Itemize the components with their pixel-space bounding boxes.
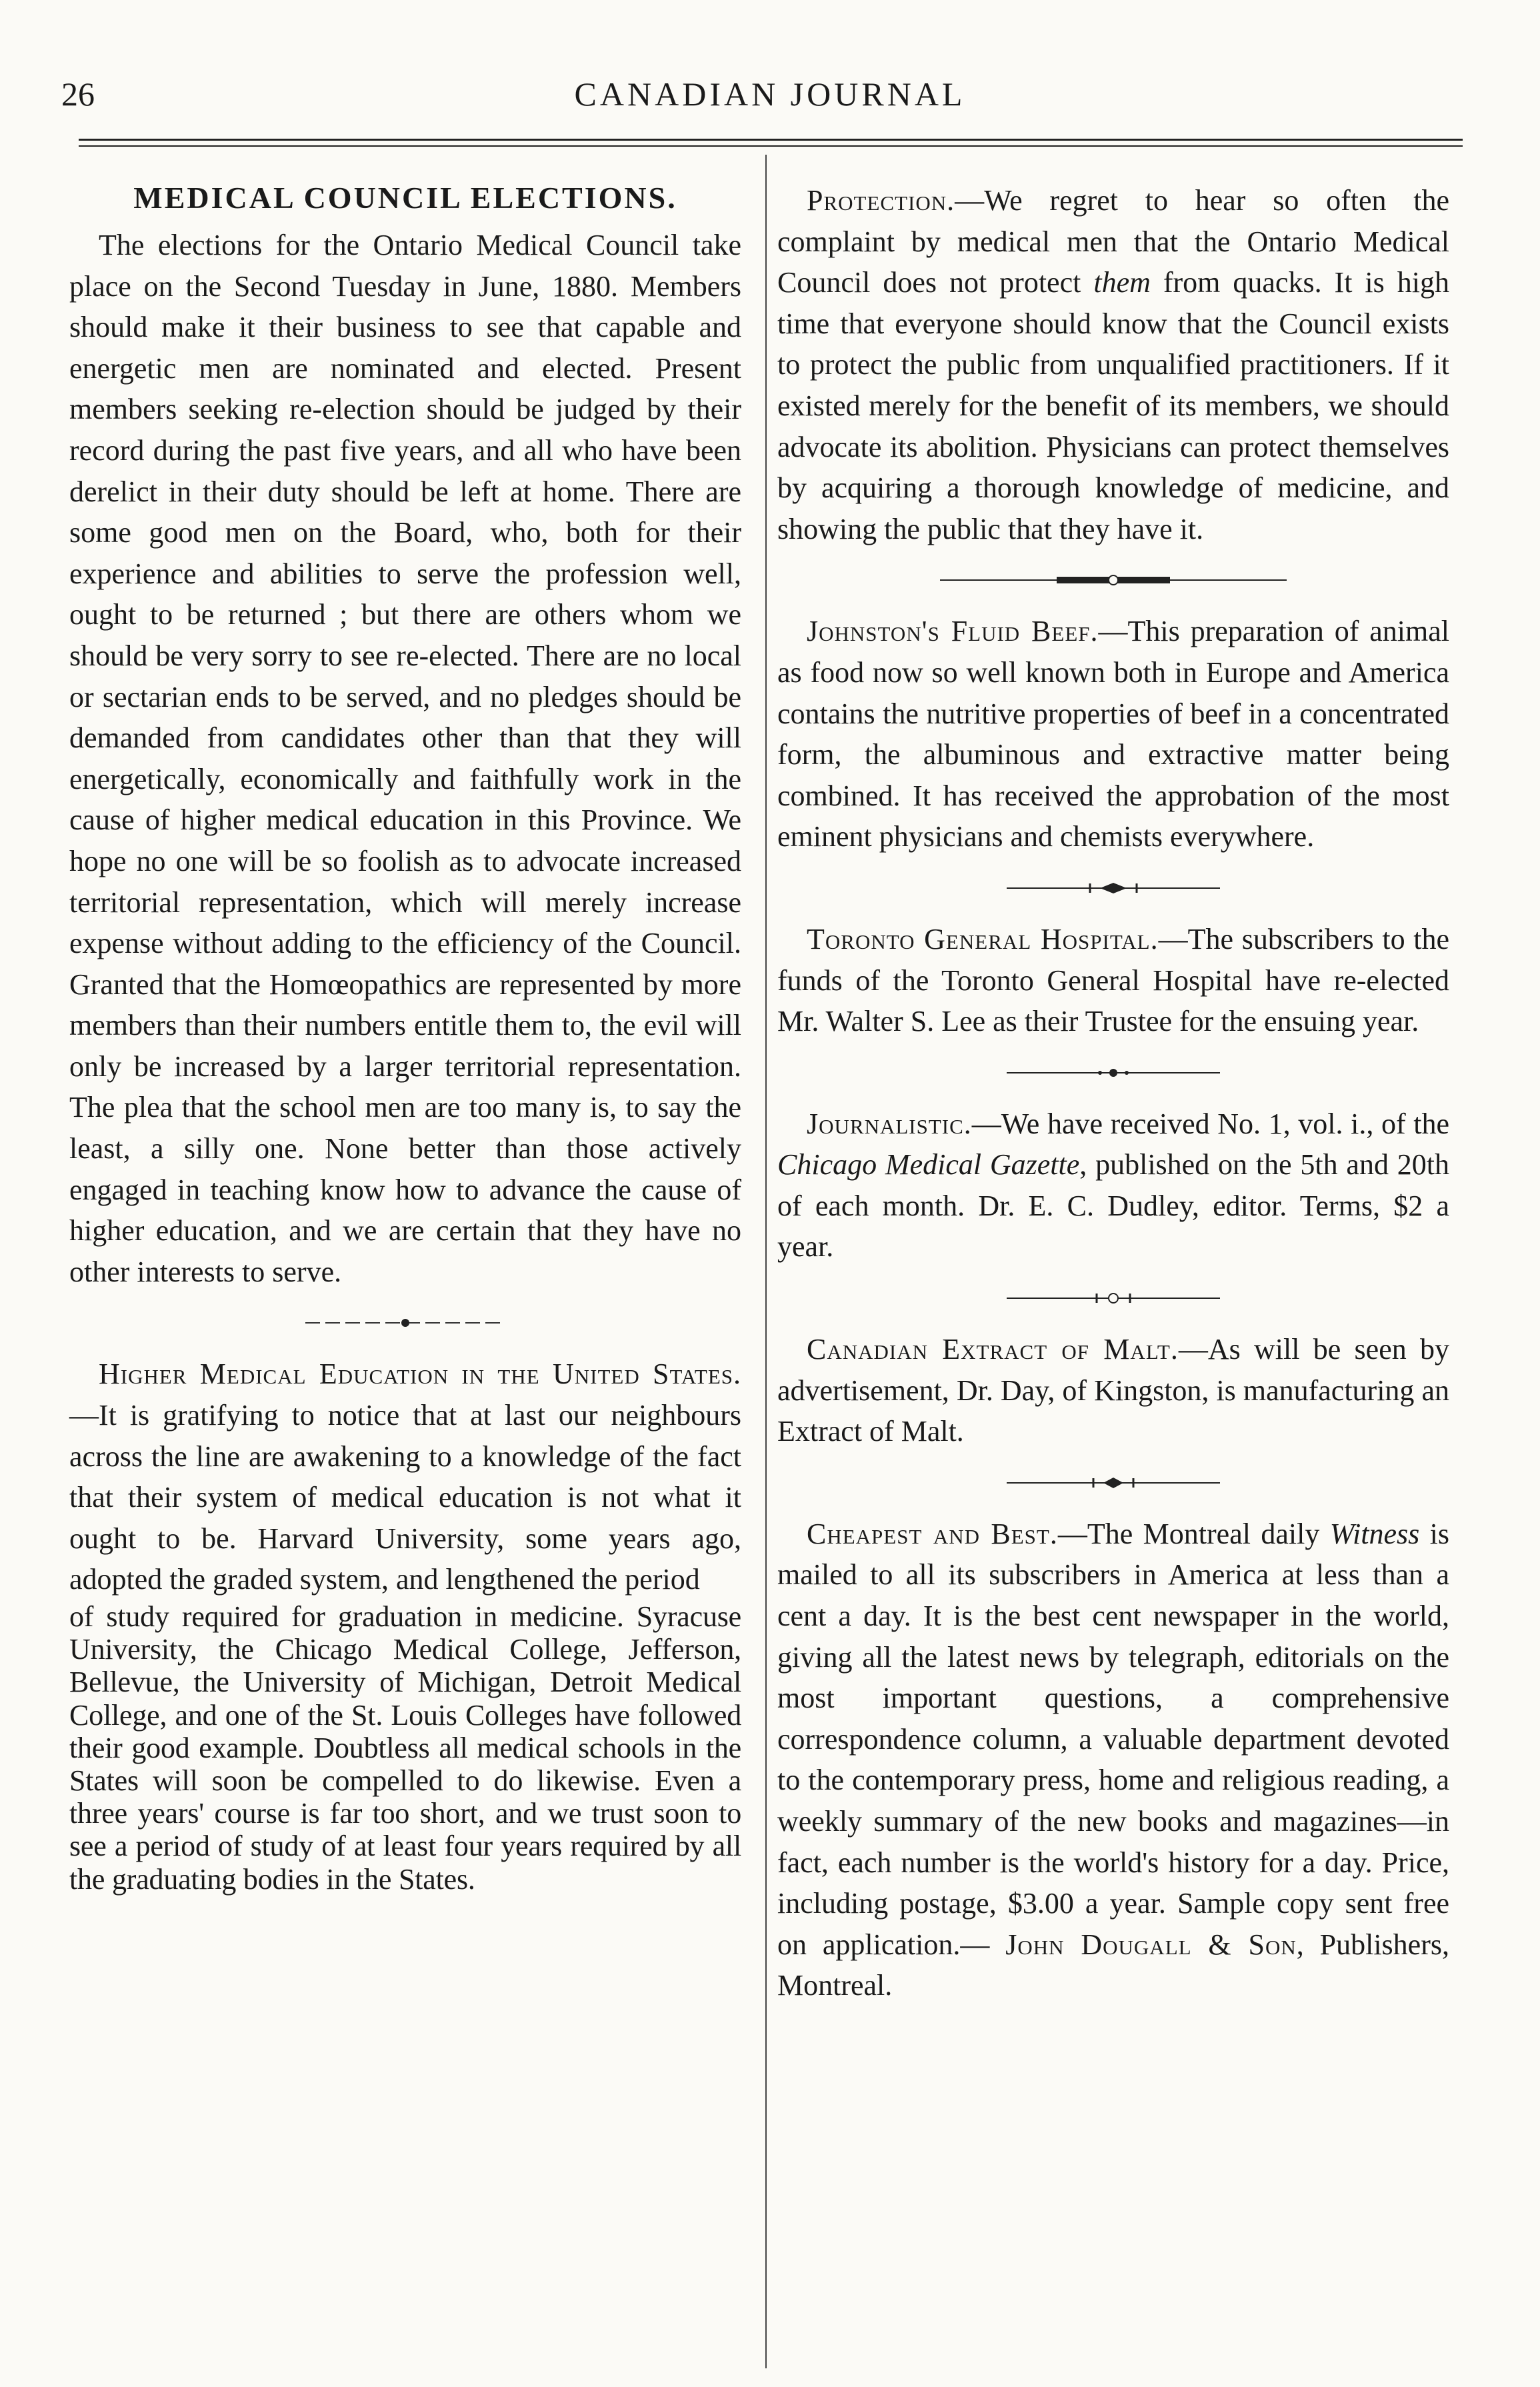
article-body: Protection.—We regret to hear so often the complaint by medical men that the Ontario Medical Council does not protect them from quacks. It is high time that everyone should know that the Council exists to protect the public from unqualified practitioners. If it existed merely for the benefit of its members, we should advocate its abolition. Physicians can protect themselves by acquiring a thorough knowledge of medicine, and showing the public that they have it. [777,184,1449,545]
header-rule [79,139,1463,141]
page-number: 26 [61,75,95,113]
right-column [777,180,1449,2006]
running-title: CANADIAN JOURNAL [574,75,966,113]
article-body: of study required for graduation in medicine. Syracuse University, the Chicago Medical College, Jefferson, Bellevue, the University of Michigan, Detroit Medical College, and one of the St. Louis Colleges have followed their good example. Doubtless all medical schools in the States will soon be compelled to do likewise. Even a three years' course is far too short, and we trust soon to see a period of study of at least four years required by all the graduating bodies in the States. [69,1600,741,1896]
article-heading: Johnston's Fluid Beef. [807,615,1099,648]
column-divider [765,155,767,2368]
article-body: The elections for the Ontario Medical Council take place on the Second Tuesday in June, 1880. Members should make it their business to see that capable and energetic men are nominated and elected. Present members seeking re-election should be judged by their record during the past five years, and all who have been derelict in their duty should be left at home. There are some good men on the Board, who, both for their experience and abilities to serve the profession well, ought to be returned ; but there are others whom we should be very sorry to see re-elected. There are no local or sectarian ends to be served, and no pledges should be demanded from candidates other than that they will energetically, economically and faithfully work in the cause of higher medical education in this Province. We hope no one will be so foolish as to advocate increased territorial representation, which will merely increase expense without adding to the efficiency of the Council. Granted that the Homœopathics are represented by more members than their numbers entitle them to, the evil will only be increased by a larger territorial representation. The plea that the school men are too many is, to say the least, a silly one. None better than those actively engaged in teaching know how to advance the cause of higher education, and we are certain that they have no other interests to serve. [69,229,741,1288]
article-body: Higher Medical Education in the United States.—It is gratifying to notice that at last our neighbours across the line are awakening to a knowledge of the fact that their system of medical education is not what it ought to be. Harvard University, some years ago, adopted the graded system, and lengthened the period [69,1358,741,1596]
publisher-name: John Dougall & Son [1005,1928,1297,1961]
ornament-divider [777,549,1449,611]
article-body: Journalistic.—We have received No. 1, vol. i., of the Chicago Medical Gazette, published on the 5th and 20th of each month. Dr. E. C. Dudley, editor. Terms, $2 a year. [777,1107,1449,1264]
article-body: Canadian Extract of Malt.—As will be seen by advertisement, Dr. Day, of Kingston, is manufacturing an Extract of Malt. [777,1333,1449,1448]
article-body: Toronto General Hospital.—The subscribers to the funds of the Toronto General Hospital have re-elected Mr. Walter S. Lee as their Trustee for the ensuing year. [777,922,1450,1038]
ornament-divider [777,1452,1449,1514]
article-body: Cheapest and Best.—The Montreal daily Witness is mailed to all its subscribers in America at less than a cent a day. It is the best cent newspaper in the world, giving all the latest news by telegraph, editorials on the most important questions, a comprehensive correspondence column, a valuable department devoted to the contemporary press, home and religious reading, a weekly summary of the new books and magazines—in fact, each number is the world's history for a day. Price, including postage, $3.00 a year. Sample copy sent free on application.— John Dougall & Son, Publishers, Montreal. [777,1517,1449,2002]
article-heading: Journalistic. [807,1107,972,1140]
header-rule [79,145,1463,147]
article-heading: Cheapest and Best. [807,1517,1058,1550]
ornament-divider [777,857,1449,919]
article-heading: Protection. [807,184,955,217]
ornament-divider [777,1042,1449,1103]
ornament-divider [69,1292,741,1354]
article-heading: Higher Medical Education in the United States. [99,1358,741,1391]
article-heading: Toronto General Hospital. [807,922,1159,955]
article-body: Johnston's Fluid Beef.—This preparation of animal as food now so well known both in Europe and America contains the nutritive properties of beef in a concentrated form, the albuminous and extractive matter being combined. It has received the approbation of the most eminent physicians and chemists everywhere. [777,615,1450,853]
ornament-divider [777,1268,1449,1329]
article-title: MEDICAL COUNCIL ELECTIONS. [133,181,677,215]
article-heading: Canadian Extract of Malt. [807,1333,1179,1366]
left-column [69,180,741,1896]
